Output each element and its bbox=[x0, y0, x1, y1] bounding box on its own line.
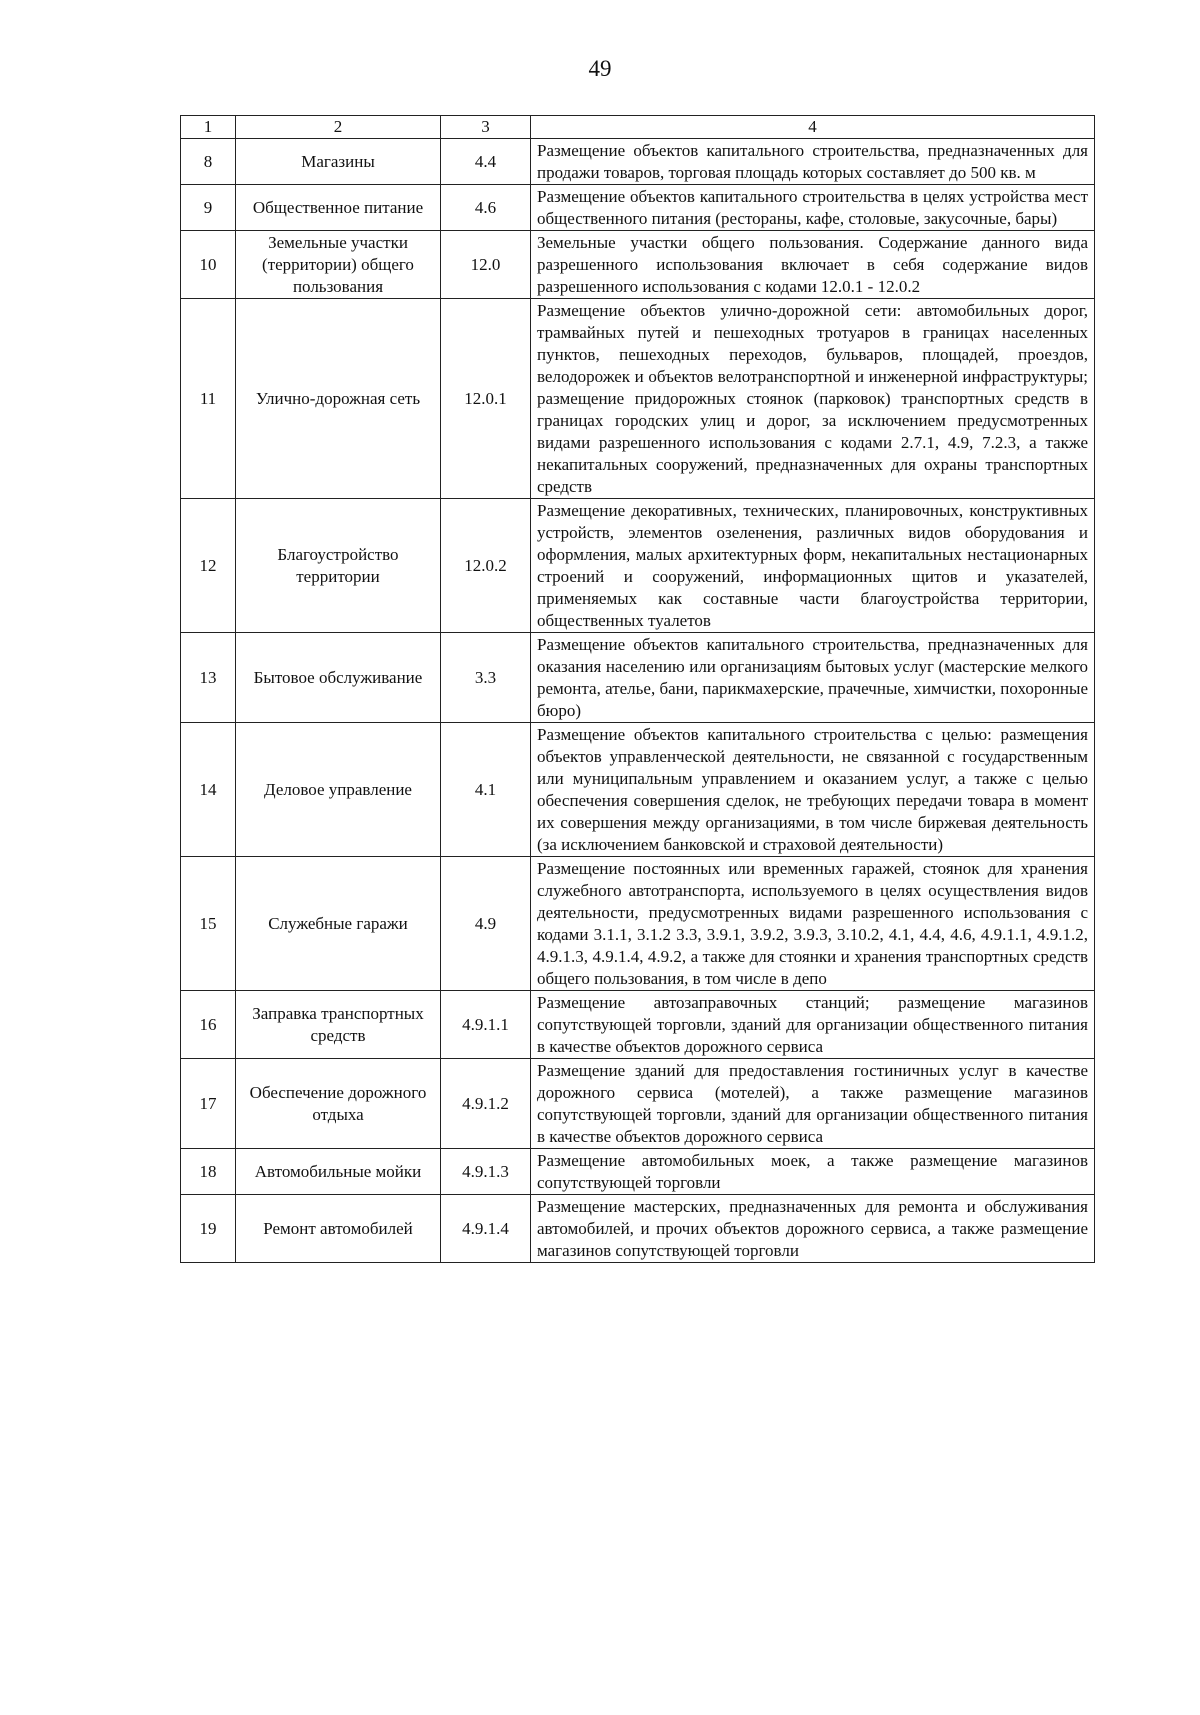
land-use-description: Размещение автомобильных моек, а также размещение магазинов сопутствующей торговли bbox=[531, 1149, 1095, 1195]
land-use-name: Бытовое обслуживание bbox=[236, 633, 441, 723]
table-row bbox=[181, 139, 1095, 185]
land-use-code: 4.1 bbox=[441, 723, 531, 857]
land-use-code: 4.9.1.2 bbox=[441, 1059, 531, 1149]
land-use-name: Общественное питание bbox=[236, 185, 441, 231]
land-use-description: Размещение автозаправочных станций; размещение магазинов сопутствующей торговли, зданий для организации общественного питания в качестве объектов дорожного сервиса bbox=[531, 991, 1095, 1059]
row-number: 8 bbox=[181, 139, 236, 185]
land-use-name: Магазины bbox=[236, 139, 441, 185]
land-use-description: Размещение объектов капитального строительства с целью: размещения объектов управленческой деятельности, не связанной с государственным или муниципальным управлением и оказанием услуг, а также с целью обеспечения совершения сделок, не требующих передачи товара в момент их совершения между организациями, в том числе биржевая деятельность (за исключением банковской и страховой деятельности) bbox=[531, 723, 1095, 857]
row-number: 10 bbox=[181, 231, 236, 299]
table-row bbox=[181, 1149, 1095, 1195]
land-use-code: 4.4 bbox=[441, 139, 531, 185]
row-number: 17 bbox=[181, 1059, 236, 1149]
column-number-1: 1 bbox=[181, 116, 236, 139]
land-use-description: Размещение зданий для предоставления гостиничных услуг в качестве дорожного сервиса (мотелей), а также размещение магазинов сопутствующей торговли, зданий для организации общественного питания в качестве объектов дорожного сервиса bbox=[531, 1059, 1095, 1149]
land-use-name: Благоустройство территории bbox=[236, 499, 441, 633]
land-use-code: 4.9.1.1 bbox=[441, 991, 531, 1059]
table-row bbox=[181, 857, 1095, 991]
land-use-description: Земельные участки общего пользования. Содержание данного вида разрешенного использования включает в себя содержание видов разрешенного использования с кодами 12.0.1 - 12.0.2 bbox=[531, 231, 1095, 299]
land-use-name: Улично-дорожная сеть bbox=[236, 299, 441, 499]
land-use-code: 4.6 bbox=[441, 185, 531, 231]
column-number-4: 4 bbox=[531, 116, 1095, 139]
row-number: 9 bbox=[181, 185, 236, 231]
land-use-code: 3.3 bbox=[441, 633, 531, 723]
page-number: 49 bbox=[588, 56, 612, 81]
table-row bbox=[181, 991, 1095, 1059]
land-use-description: Размещение объектов улично-дорожной сети: автомобильных дорог, трамвайных путей и пешеходных тротуаров в границах населенных пунктов, пешеходных переходов, бульваров, площадей, проездов, велодорожек и объектов велотранспортной и инженерной инфраструктуры; размещение придорожных стоянок (парковок) транспортных средств в границах городских улиц и дорог, за исключением предусмотренных видами разрешенного использования с кодами 2.7.1, 4.9, 7.2.3, а также некапитальных сооружений, предназначенных для охраны транспортных средств bbox=[531, 299, 1095, 499]
land-use-code: 12.0 bbox=[441, 231, 531, 299]
land-use-description: Размещение постоянных или временных гаражей, стоянок для хранения служебного автотранспорта, используемого в целях осуществления видов деятельности, предусмотренных видами разрешенного использования с кодами 3.1.1, 3.1.2 3.3, 3.9.1, 3.9.2, 3.9.3, 3.10.2, 4.1, 4.4, 4.6, 4.9.1.1, 4.9.1.2, 4.9.1.3, 4.9.1.4, 4.9.2, а также для стоянки и хранения транспортных средств общего пользования, в том числе в депо bbox=[531, 857, 1095, 991]
row-number: 11 bbox=[181, 299, 236, 499]
table-row bbox=[181, 1195, 1095, 1263]
land-use-description: Размещение объектов капитального строительства, предназначенных для оказания населению или организациям бытовых услуг (мастерские мелкого ремонта, ателье, бани, парикмахерские, прачечные, химчистки, похоронные бюро) bbox=[531, 633, 1095, 723]
column-number-3: 3 bbox=[441, 116, 531, 139]
row-number: 15 bbox=[181, 857, 236, 991]
row-number: 13 bbox=[181, 633, 236, 723]
table-row bbox=[181, 231, 1095, 299]
row-number: 16 bbox=[181, 991, 236, 1059]
column-number-2: 2 bbox=[236, 116, 441, 139]
table-row bbox=[181, 1059, 1095, 1149]
land-use-description: Размещение мастерских, предназначенных для ремонта и обслуживания автомобилей, и прочих объектов дорожного сервиса, а также размещение магазинов сопутствующей торговли bbox=[531, 1195, 1095, 1263]
land-use-code: 12.0.2 bbox=[441, 499, 531, 633]
land-use-name: Деловое управление bbox=[236, 723, 441, 857]
row-number: 12 bbox=[181, 499, 236, 633]
land-use-name: Заправка транспортных средств bbox=[236, 991, 441, 1059]
row-number: 14 bbox=[181, 723, 236, 857]
land-use-name: Служебные гаражи bbox=[236, 857, 441, 991]
land-use-name: Обеспечение дорожного отдыха bbox=[236, 1059, 441, 1149]
land-use-code: 4.9 bbox=[441, 857, 531, 991]
table-row bbox=[181, 499, 1095, 633]
land-use-description: Размещение объектов капитального строительства, предназначенных для продажи товаров, торговая площадь которых составляет до 500 кв. м bbox=[531, 139, 1095, 185]
column-number-row bbox=[181, 116, 1095, 139]
row-number: 18 bbox=[181, 1149, 236, 1195]
land-use-table bbox=[180, 115, 1095, 1263]
land-use-description: Размещение декоративных, технических, планировочных, конструктивных устройств, элементов озеленения, различных видов оборудования и оформления, малых архитектурных форм, некапитальных нестационарных строений и сооружений, информационных щитов и указателей, применяемых как составные части благоустройства территории, общественных туалетов bbox=[531, 499, 1095, 633]
land-use-name: Ремонт автомобилей bbox=[236, 1195, 441, 1263]
table-row bbox=[181, 633, 1095, 723]
table-row bbox=[181, 723, 1095, 857]
row-number: 19 bbox=[181, 1195, 236, 1263]
table-row bbox=[181, 185, 1095, 231]
land-use-code: 4.9.1.3 bbox=[441, 1149, 531, 1195]
land-use-code: 12.0.1 bbox=[441, 299, 531, 499]
land-use-name: Земельные участки (территории) общего пользования bbox=[236, 231, 441, 299]
land-use-description: Размещение объектов капитального строительства в целях устройства мест общественного питания (рестораны, кафе, столовые, закусочные, бары) bbox=[531, 185, 1095, 231]
land-use-code: 4.9.1.4 bbox=[441, 1195, 531, 1263]
land-use-name: Автомобильные мойки bbox=[236, 1149, 441, 1195]
table-row bbox=[181, 299, 1095, 499]
